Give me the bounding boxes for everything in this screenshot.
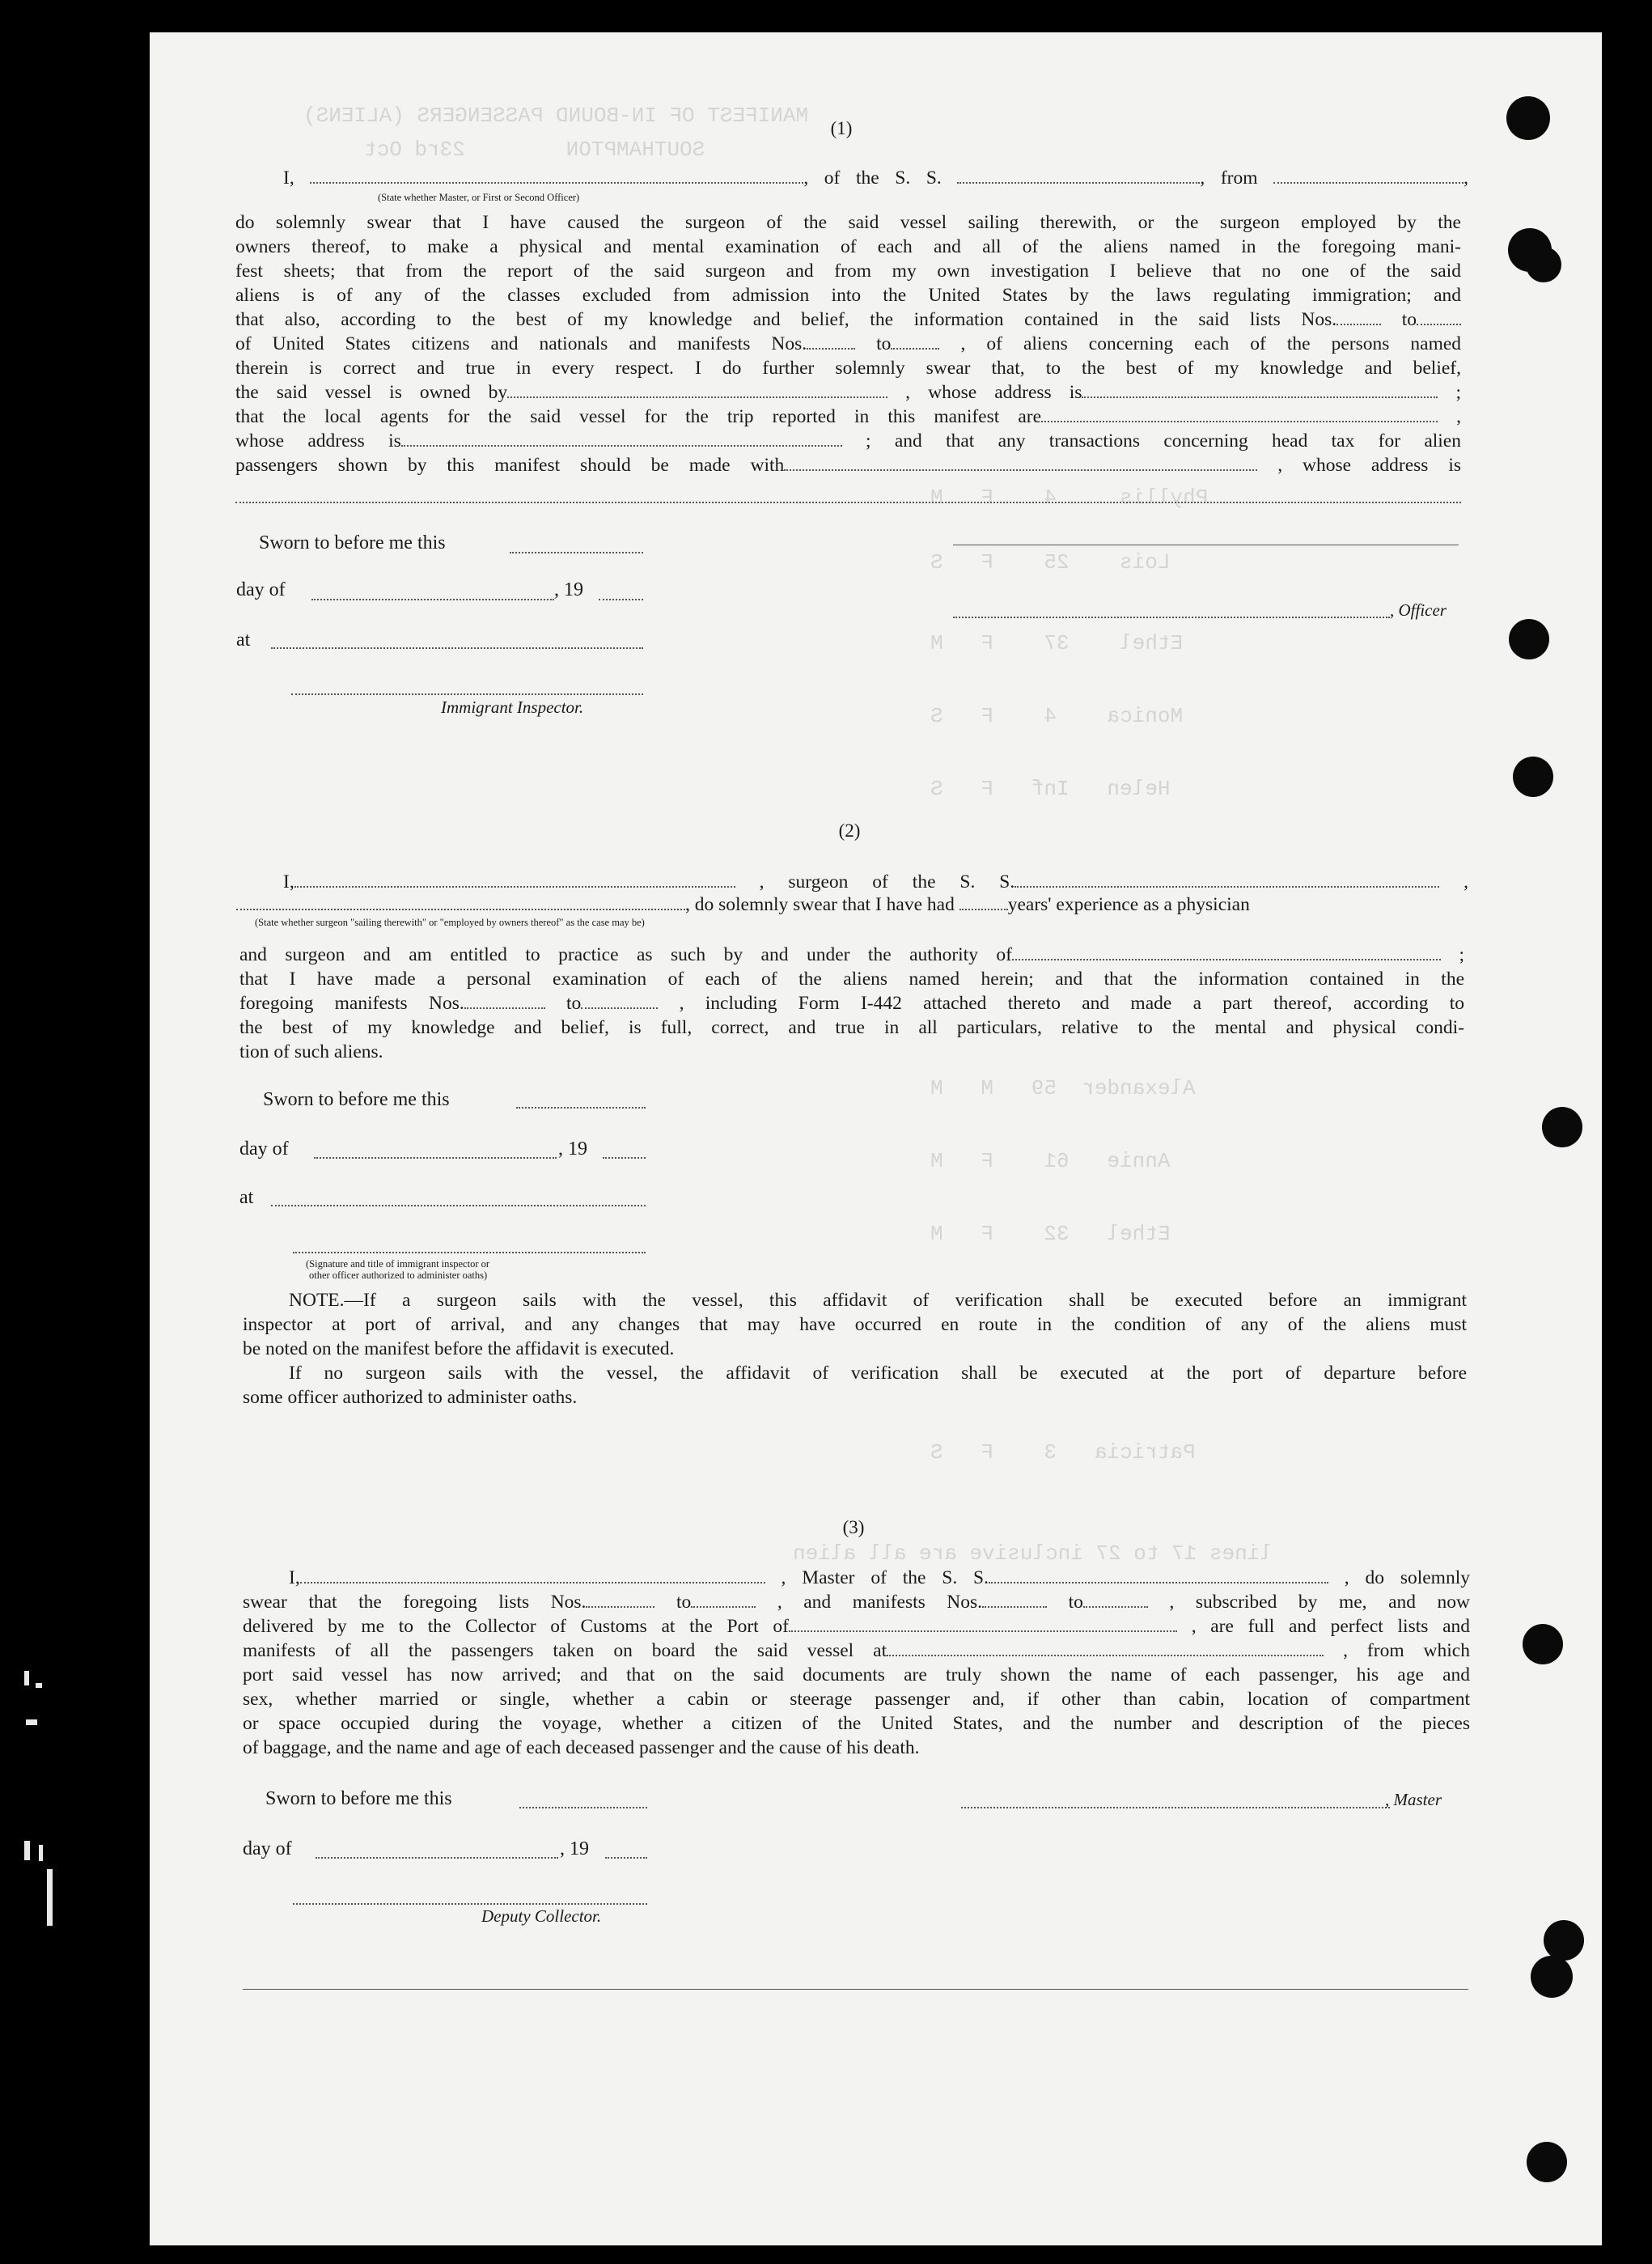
edge-mark — [36, 1683, 42, 1688]
s3-line: of baggage, and the name and age of each deceased passenger and the cause of his death. — [243, 1737, 920, 1758]
s3-line: swear that the foregoing lists Nos. to , and manifests Nos. to , subscribed by me, and now — [243, 1592, 1471, 1613]
sig-note: other officer authorized to administer oaths) — [309, 1270, 488, 1281]
edge-mark — [26, 1719, 37, 1725]
s2-line: that I have made a personal examination of each of the aliens named herein; and that the information contained in the — [239, 969, 1464, 990]
punch-hole — [1526, 247, 1561, 282]
section-2-number: (2) — [838, 820, 861, 841]
collector-label: Deputy Collector. — [481, 1906, 602, 1926]
s3-line: manifests of all the passengers taken on board the said vessel at , from which — [243, 1640, 1470, 1661]
day-line — [314, 1157, 557, 1159]
s1-sworn-label: Sworn to before me this — [259, 532, 446, 553]
officer-sig-line — [953, 617, 1390, 618]
sworn-date-line — [519, 1807, 647, 1808]
note-line: some officer authorized to administer oaths. — [243, 1387, 578, 1408]
day-line — [316, 1857, 558, 1859]
punch-hole — [1542, 1107, 1582, 1147]
section-1-number: (1) — [830, 118, 853, 138]
s1-line: therein is correct and true in every respect. I do further solemnly swear that, to the best of my knowledge and belief, — [235, 358, 1461, 379]
s2-sworn-label: Sworn to before me this — [263, 1089, 450, 1110]
s2-line: , do solemnly swear that I have had years' experience as a physician — [236, 892, 1466, 917]
s1-line: whose address is ; and that any transactions concerning head tax for alien — [235, 430, 1461, 452]
collector-sig-line — [293, 1903, 647, 1905]
s2-day-label: day of — [239, 1138, 289, 1160]
s3-sworn-label: Sworn to before me this — [265, 1788, 452, 1809]
bottom-rule — [243, 1989, 1468, 1990]
year-line — [605, 1857, 647, 1859]
address-line — [235, 502, 1461, 503]
officer-label: , Officer — [1390, 600, 1447, 620]
punch-hole — [1544, 1920, 1584, 1961]
sworn-date-line — [516, 1107, 646, 1109]
s2-line: the best of my knowledge and belief, is full, correct, and true in all particulars, relative to the mental and physical condi- — [239, 1017, 1464, 1038]
s1-line: do solemnly swear that I have caused the surgeon of the said vessel sailing therewith, or the surgeon employed by the — [235, 212, 1461, 233]
s1-at-label: at — [236, 630, 251, 651]
punch-hole — [1523, 1624, 1563, 1664]
punch-hole — [1509, 619, 1549, 659]
s1-line: aliens is of any of the classes excluded from admission into the United States by the laws regulating immigration; and — [235, 285, 1461, 306]
s3-line: delivered by me to the Collector of Customs at the Port of , are full and perfect lists and — [243, 1616, 1471, 1637]
s1-year-label: , 19 — [554, 579, 583, 600]
s3-line: sex, whether married or single, whether a cabin or steerage passenger and, if other than cabin, location of compartment — [243, 1689, 1470, 1710]
s1-line: fest sheets; that from the report of the said surgeon and from my own investigation I believe that no one of the said — [235, 261, 1461, 282]
s2-year-label: , 19 — [558, 1138, 587, 1160]
s3-day-label: day of — [243, 1838, 292, 1859]
at-line — [271, 1205, 646, 1206]
note-line: inspector at port of arrival, and any changes that may have occurred en route in the condition of any of the aliens must — [243, 1314, 1467, 1335]
note-line: If no surgeon sails with the vessel, the affidavit of verification shall be executed at the port of departure before — [289, 1363, 1467, 1384]
s3-line: I, , Master of the S. S. , do solemnly — [289, 1567, 1470, 1588]
s2-line: and surgeon and am entitled to practice as such by and under the authority of ; — [239, 944, 1465, 965]
s2-line: I, , surgeon of the S. S. , — [283, 871, 1469, 892]
edge-mark — [39, 1845, 43, 1861]
s1-line: that also, according to the best of my knowledge and belief, the information contained in the said lists Nos. to — [235, 307, 1461, 332]
s2-line: tion of such aliens. — [239, 1041, 383, 1062]
at-line — [271, 647, 643, 649]
master-label: , Master — [1385, 1790, 1442, 1809]
s3-line: or space occupied during the voyage, whether a citizen of the United States, and the number and description of the pieces — [243, 1713, 1470, 1734]
s1-line: the said vessel is owned by , whose address is ; — [235, 382, 1462, 403]
year-line — [603, 1157, 646, 1159]
master-sig-line — [961, 1807, 1390, 1808]
day-line — [311, 599, 554, 600]
edge-mark — [24, 1671, 29, 1685]
s1-line: of United States citizens and nationals and manifests Nos. to , of aliens concerning each of the persons named — [235, 333, 1462, 354]
punch-hole — [1506, 96, 1550, 140]
master-note: (State whether Master, or First or Second Officer) — [378, 192, 580, 203]
s1-line: that the local agents for the said vessel for the trip reported in this manifest are , — [235, 406, 1462, 427]
inspector-label: Immigrant Inspector. — [441, 697, 584, 717]
sworn-date-line — [510, 552, 643, 553]
s2-at-label: at — [239, 1187, 254, 1208]
surgeon-note: (State whether surgeon "sailing therewith" or "employed by owners thereof" as the case may be) — [255, 917, 645, 928]
punch-hole — [1531, 1956, 1573, 1998]
s1-line: passengers shown by this manifest should be made with , whose address is — [235, 455, 1461, 476]
s3-line: port said vessel has now arrived; and that on the said documents are truly shown the name of each passenger, his age and — [243, 1664, 1470, 1685]
inspector-sig-line — [291, 693, 643, 695]
s3-year-label: , 19 — [560, 1838, 589, 1859]
sig-note: (Signature and title of immigrant inspector or — [306, 1258, 490, 1270]
section-3-number: (3) — [842, 1517, 865, 1537]
note-line: be noted on the manifest before the affidavit is executed. — [243, 1338, 675, 1359]
sig-line — [293, 1252, 646, 1253]
edge-mark — [24, 1841, 30, 1860]
punch-hole — [1513, 757, 1553, 797]
s2-line: foregoing manifests Nos. to , including Form I-442 attached thereto and made a part thereof, according to — [239, 993, 1465, 1014]
edge-mark — [47, 1869, 53, 1926]
punch-hole — [1527, 2142, 1567, 2182]
note-line: NOTE.—If a surgeon sails with the vessel, this affidavit of verification shall be executed before an immigrant — [289, 1290, 1467, 1311]
s1-line: owners thereof, to make a physical and mental examination of each and all of the aliens named in the foregoing mani- — [235, 236, 1461, 257]
s1-line: I, , of the S. S. , from , — [283, 167, 1469, 189]
year-line — [599, 599, 643, 600]
s1-day-label: day of — [236, 579, 286, 600]
